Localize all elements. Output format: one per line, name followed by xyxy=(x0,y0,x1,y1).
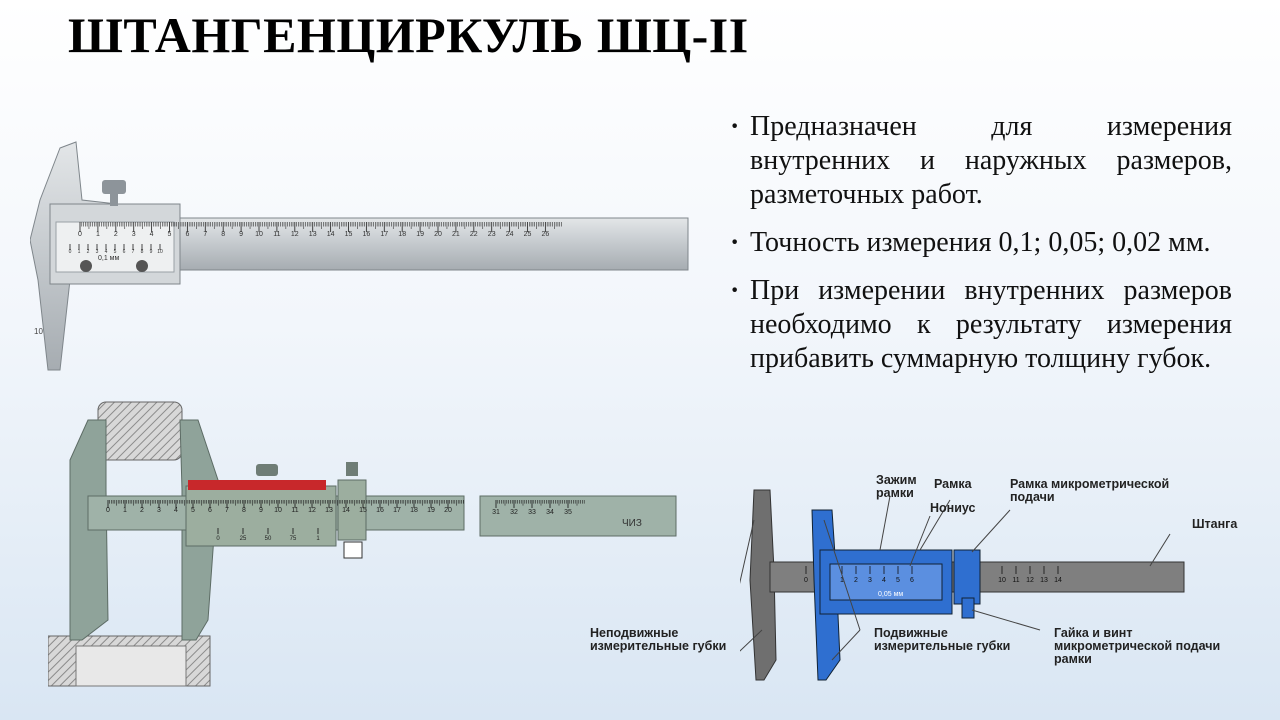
diagram-micro-frame xyxy=(954,550,980,604)
caliper-photo-2 xyxy=(48,400,680,690)
caliper1-scale-label: 9 xyxy=(239,231,244,238)
caliper1-scale-label: 11 xyxy=(273,231,281,238)
caliper1-scale-label: 20 xyxy=(434,231,442,238)
caliper1-scale-label: 12 xyxy=(290,231,299,238)
caliper2-scale-label: 12 xyxy=(308,507,316,514)
caliper2-scale-tail-label: 32 xyxy=(510,509,518,516)
caliper2-scale-label: 6 xyxy=(208,507,212,514)
page-title: ШТАНГЕНЦИРКУЛЬ ШЦ-II xyxy=(68,7,749,63)
caliper2-beam-end xyxy=(480,496,676,536)
caliper2-scale-label: 5 xyxy=(191,507,195,514)
caliper1-scale-label: 17 xyxy=(380,231,389,238)
label-micro-frame: Рамка микрометрической подачи xyxy=(1010,477,1170,504)
caliper2-vernier-label: 25 xyxy=(239,536,247,542)
caliper2-scale-tail-label: 34 xyxy=(546,509,554,516)
caliper1-scale-label: 24 xyxy=(505,231,514,238)
bullet-accuracy: · Точность измерения 0,1; 0,05; 0,02 мм. xyxy=(730,226,1232,260)
caliper2-beam-mark: ЧИЗ xyxy=(622,518,642,529)
caliper1-scale-label: 3 xyxy=(131,231,136,238)
caliper1-vernier-label: 1 xyxy=(77,249,81,255)
caliper2-scale-label: 3 xyxy=(157,507,161,514)
caliper1-scale-label: 4 xyxy=(149,231,154,238)
label-clamp: Зажим рамки xyxy=(876,473,917,500)
caliper2-scale-label: 7 xyxy=(225,507,229,514)
caliper2-frame xyxy=(186,486,336,546)
diagram-scale-label: 1 xyxy=(840,577,844,584)
caliper1-scale-label: 25 xyxy=(523,231,532,238)
diagram-scale-label: 4 xyxy=(882,577,886,584)
diagram-scale-label: 14 xyxy=(1054,577,1062,584)
caliper1-vernier-label: 10 xyxy=(157,249,163,255)
label-nut-screw: Гайка и винт микрометрической подачи рамки xyxy=(1054,626,1221,666)
caliper2-scale-label: 13 xyxy=(325,507,333,514)
diagram-scale-label: 6 xyxy=(910,577,914,584)
caliper1-scale-label: 0 xyxy=(78,231,82,238)
caliper1-jaw-mark: 10 xyxy=(34,327,43,336)
diagram-scale-label: 10 xyxy=(998,577,1006,584)
caliper1-vernier-label: 0 xyxy=(68,249,72,255)
caliper1-vernier-label: 2 xyxy=(86,249,90,255)
label-moving-jaws: Подвижные измерительные губки xyxy=(874,626,1011,653)
label-beam: Штанга xyxy=(1192,517,1238,531)
diagram-scale-label: 12 xyxy=(1026,577,1034,584)
caliper2-scale-label: 16 xyxy=(376,507,384,514)
caliper2-scale-label: 20 xyxy=(444,507,452,514)
caliper2-scale-label: 0 xyxy=(106,507,110,514)
caliper1-vernier-label: 8 xyxy=(140,249,144,255)
caliper2-scale-label: 1 xyxy=(123,507,127,514)
caliper2-vernier-label: 50 xyxy=(264,536,272,542)
caliper2-scale-label: 18 xyxy=(410,507,418,514)
caliper1-vernier-label: 4 xyxy=(104,249,108,255)
caliper2-red-spring xyxy=(188,480,326,490)
caliper1-scale-label: 22 xyxy=(469,231,478,238)
caliper1-vernier-label: 6 xyxy=(122,249,126,255)
caliper2-scale-tail-label: 31 xyxy=(492,509,500,516)
caliper1-scale-label: 10 xyxy=(255,231,263,238)
caliper1-scale-label: 14 xyxy=(326,231,335,238)
caliper1-scale-label: 7 xyxy=(203,231,208,238)
diagram-scale-label: 13 xyxy=(1040,577,1048,584)
caliper2-scale-label: 2 xyxy=(140,507,144,514)
caliper2-vernier-label: 75 xyxy=(289,536,297,542)
caliper2-scale-tail-label: 33 xyxy=(528,509,536,516)
caliper2-scale-tail-label: 35 xyxy=(564,509,572,516)
caliper2-scale-label: 17 xyxy=(393,507,401,514)
caliper1-vernier-caption: 0,1 мм xyxy=(98,255,120,262)
bullet-inner-measure: · При измерении внутренних размеров необходимо к результату измерения прибавить суммарную толщину губок. xyxy=(730,274,1232,376)
caliper2-vernier-label: 0 xyxy=(216,536,220,542)
caliper2-scale-label: 14 xyxy=(342,507,350,514)
caliper1-vernier-label: 5 xyxy=(113,249,117,255)
caliper1-scale-label: 21 xyxy=(452,231,460,238)
caliper-photo-1 xyxy=(30,140,692,380)
caliper2-scale-label: 9 xyxy=(259,507,263,514)
caliper2-scale-label: 19 xyxy=(427,507,435,514)
caliper1-scale-label: 2 xyxy=(113,231,118,238)
caliper1-scale-label: 18 xyxy=(398,231,407,238)
bullet-purpose: · Предназначен для измерения внутренних и наружных размеров, разметочных работ. xyxy=(730,110,1232,212)
caliper2-scale-label: 8 xyxy=(242,507,246,514)
diagram-scale-label: 5 xyxy=(896,577,900,584)
caliper1-clamp-screw xyxy=(102,180,126,194)
diagram-scale-label: 3 xyxy=(868,577,872,584)
label-vernier: Нониус xyxy=(930,501,976,515)
caliper1-scale-label: 1 xyxy=(95,231,100,238)
caliper1-scale-label: 19 xyxy=(416,231,424,238)
caliper1-scale-label: 15 xyxy=(344,231,353,238)
diagram-nut xyxy=(962,598,974,618)
caliper1-scale-label: 6 xyxy=(185,231,190,238)
caliper1-scale-label: 5 xyxy=(167,231,172,238)
caliper1-scale-label: 13 xyxy=(308,231,317,238)
diagram-scale-label: 11 xyxy=(1012,577,1020,584)
diagram-scale-label: 2 xyxy=(854,577,858,584)
caliper2-scale-label: 15 xyxy=(359,507,367,514)
label-frame: Рамка xyxy=(934,477,972,491)
caliper1-scale-label: 8 xyxy=(221,231,226,238)
caliper2-scale-label: 4 xyxy=(174,507,178,514)
caliper1-vernier-label: 3 xyxy=(95,249,99,255)
caliper1-scale-label: 26 xyxy=(541,231,550,238)
label-fixed-jaws: Неподвижные измерительные губки xyxy=(590,626,727,653)
caliper1-vernier-label: 9 xyxy=(149,249,153,255)
diagram-vernier-caption: 0,05 мм xyxy=(878,591,904,598)
caliper2-scale-label: 10 xyxy=(274,507,282,514)
diagram-scale-label: 0 xyxy=(804,577,808,584)
caliper2-clamp-screw xyxy=(256,464,278,476)
caliper2-scale-label: 11 xyxy=(291,507,299,514)
caliper1-scale-label: 23 xyxy=(487,231,496,238)
caliper2-vernier-label: 1 xyxy=(316,536,320,542)
description-list xyxy=(730,110,1232,390)
caliper2-workpiece-top xyxy=(98,402,182,460)
caliper1-scale-label: 16 xyxy=(362,231,371,238)
caliper1-vernier-label: 7 xyxy=(131,249,135,255)
